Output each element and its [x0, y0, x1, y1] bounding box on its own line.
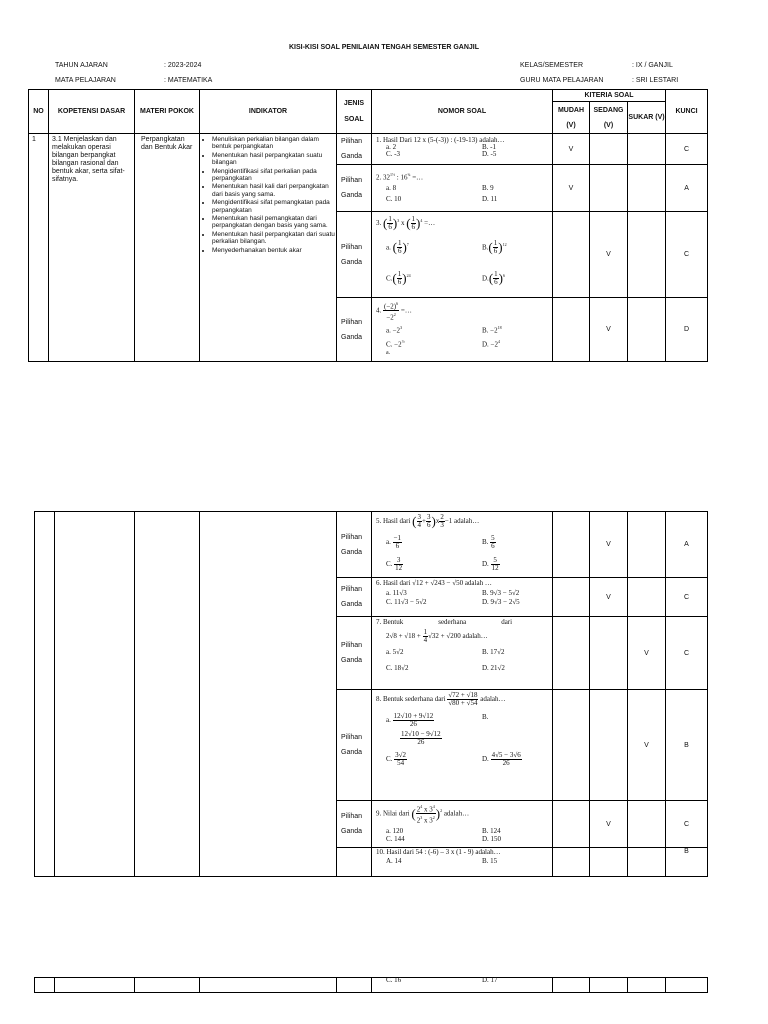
mark-sedang: V	[590, 298, 628, 362]
indikator-item: • Menyederhanakan bentuk akar	[212, 247, 336, 254]
guru-value: : SRI LESTARI	[632, 77, 679, 84]
kunci-9: C	[666, 801, 708, 848]
question-4: 4. $\frac{(-2)^6}{-2^2}$ =… a. $-2^3$ B. $-2^{18}$ C. $-2^{\frac{1}{2}}$ D. $-2^4$ a.	[372, 298, 553, 362]
col-mudah: MUDAH (V)	[553, 102, 590, 134]
indikator-item: • Mengidentifikasi sifat pemangkatan pada perpangkatan	[212, 199, 336, 214]
kunci-10: B	[666, 848, 708, 877]
materi-text: Perpangkatan dan Bentuk Akar	[135, 134, 200, 362]
tahun-value: : 2023-2024	[164, 62, 202, 69]
mark-sedang: V	[590, 212, 628, 298]
kunci-7: C	[666, 617, 708, 690]
tahun-label: TAHUN AJARAN	[55, 62, 108, 69]
question-5: 5. Hasil dari ( $\frac{3}{4}$ + $\frac{3}{6}$ )x $\frac{2}{3}$ −1 adalah… a. $\frac{-1}{6}$ B. $\frac{5}{6}$ C. $\frac{3}{12}$ D. $\frac{5}{12}$	[372, 512, 553, 578]
col-jenis: JENIS SOAL	[337, 90, 372, 134]
indikator-cell	[200, 134, 337, 362]
kelas-value: : IX / GANJIL	[632, 62, 673, 69]
mark-mudah: V	[553, 165, 590, 212]
indikator-item: • Menuliskan perkalian bilangan dalam bentuk perpangkatan	[212, 136, 336, 151]
jenis-soal: Pilihan Ganda	[337, 617, 372, 690]
question-10-continued: C. 16 D. 17	[372, 978, 553, 993]
question-7: 7. Bentuk sederhana dari 2√8 + √18 + $\frac{1}{4}$ √32 + √200 adalah… a. 5√2 B. 17√2 C. 18√2 D. 21√2	[372, 617, 553, 690]
mark-sedang: V	[590, 512, 628, 578]
kisi-table-page1	[28, 89, 708, 362]
document-title: KISI-KISI SOAL PENILAIAN TENGAH SEMESTER GANJIL	[288, 44, 480, 51]
mark-sukar: V	[628, 617, 666, 690]
kunci-3: C	[666, 212, 708, 298]
kisi-table-page3	[34, 977, 708, 993]
indikator-item: • Mengidentifikasi sifat perkalian pada perpangkatan	[212, 168, 336, 183]
kunci-4: D	[666, 298, 708, 362]
question-8: 8. Bentuk sederhana dari $\frac{√72 + √18}{√80 + √54}$ adalah… a. $\frac{12√10 + 9√12}{26}$ B. $\frac{12√10 - 9√12}{26}$ C. $\frac{3√2}{54}$ D. $\frac{4√5 - 3√6}{26}$	[372, 690, 553, 801]
mark-mudah: V	[553, 134, 590, 165]
jenis-soal: Pilihan Ganda	[337, 690, 372, 801]
jenis-soal: Pilihan Ganda	[337, 512, 372, 578]
col-sukar: SUKAR (V)	[628, 102, 666, 134]
mark-sedang: V	[590, 578, 628, 617]
col-sedang: SEDANG (V)	[590, 102, 628, 134]
jenis-soal: Pilihan Ganda	[337, 134, 372, 165]
indikator-item: • Menentukan hasil pemangkatan dari perpangkatan dengan basis yang sama.	[212, 215, 336, 230]
kunci-8: B	[666, 690, 708, 801]
question-3: 3. ( $\frac{1}{6}$ )$^3$ x ( $\frac{1}{6}$ )$^4$ =… a. ( $\frac{1}{6}$ )$^7$ B.( $\frac{1}{6}$ )$^{12}$ C.( $\frac{1}{6}$ )$^{24}$ D.( $\frac{1}{6}$ )$^6$	[372, 212, 553, 298]
kisi-table-page2	[34, 511, 708, 877]
jenis-soal: Pilihan Ganda	[337, 298, 372, 362]
kelas-label: KELAS/SEMESTER	[520, 62, 584, 69]
col-nomor: NOMOR SOAL	[372, 90, 553, 134]
question-6: 6. Hasil dari √12 + √243 − √50 adalah … a. 11√3 B. 9√3 − 5√2 C. 11√3 − 5√2 D. 9√3 − 2√5	[372, 578, 553, 617]
question-1: 1. Hasil Dari 12 x (5-(-3)) : (-19-13) adalah… a. 2 B. -1 C. -3 D. -5	[372, 134, 553, 165]
kunci-5: A	[666, 512, 708, 578]
col-kriteria: KITERIA SOAL	[553, 90, 666, 102]
question-2: 2. $32^{1\frac{1}{2}}$ : $16^{\frac{3}{4}}$ =… a. 8 B. 9 C. 10 D. 11	[372, 165, 553, 212]
indikator-item: • Menentukan hasil perpangkatan suatu bilangan	[212, 152, 336, 167]
question-9: 9. Nilai dari ( $\frac{2^4 x 3^4}{2^3 x 3^2}$ )$^2$ adalah… a. 120 B. 124 C. 144 D. 150	[372, 801, 553, 848]
jenis-soal: Pilihan Ganda	[337, 212, 372, 298]
kd-text: 3.1 Menjelaskan dan melakukan operasi bilangan berpangkat bilangan rasional dan bentuk akar, serta sifat-sifatnya.	[49, 134, 135, 362]
row-no: 1	[29, 134, 49, 362]
col-materi: MATERI POKOK	[135, 90, 200, 134]
indikator-item: • Menentukan hasil kali dari perpangkatan dari basis yang sama.	[212, 183, 336, 198]
jenis-soal: Pilihan Ganda	[337, 578, 372, 617]
guru-label: GURU MATA PELAJARAN	[520, 77, 604, 84]
col-kd: KOPETENSI DASAR	[49, 90, 135, 134]
mapel-value: : MATEMATIKA	[164, 77, 213, 84]
kunci-1: C	[666, 134, 708, 165]
mark-sukar: V	[628, 690, 666, 801]
kunci-6: C	[666, 578, 708, 617]
jenis-soal: Pilihan Ganda	[337, 801, 372, 848]
col-indikator: INDIKATOR	[200, 90, 337, 134]
kunci-2: A	[666, 165, 708, 212]
mapel-label: MATA PELAJARAN	[55, 77, 116, 84]
col-kunci: KUNCI	[666, 90, 708, 134]
indikator-item: • Menentukan hasil perpangkatan dari suatu perkalian bilangan.	[212, 231, 336, 246]
col-no: NO	[29, 90, 49, 134]
jenis-soal: Pilihan Ganda	[337, 165, 372, 212]
question-10: 10. Hasil dari 54 : (-6) – 3 x (1 - 9) adalah… A. 14 B. 15	[372, 848, 553, 877]
mark-sedang: V	[590, 801, 628, 848]
